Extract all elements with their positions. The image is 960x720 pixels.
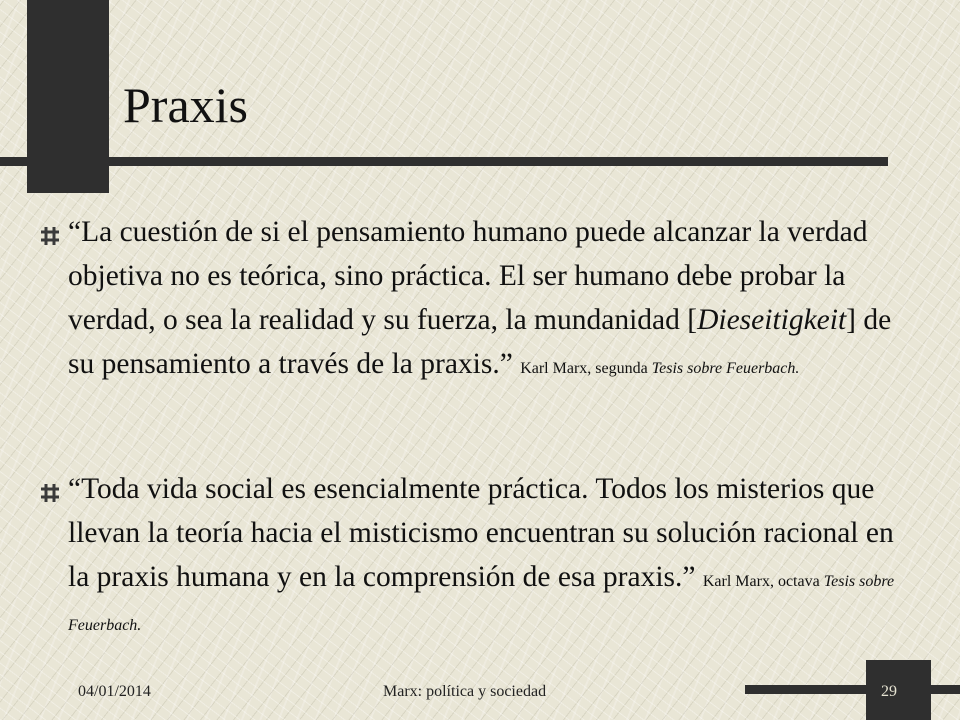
citation-author: Karl Marx, segunda — [520, 360, 648, 377]
footer-date: 04/01/2014 — [78, 683, 151, 700]
quote-text: “Toda vida social es esencialmente práctica. Todos los misterios que llevan la teoría hacia el misticismo encuentran su solución racional en la praxis humana y en la comprensión de esa praxis.” — [68, 473, 894, 593]
slide-title: Praxis — [123, 77, 248, 133]
quote-text: “La cuestión de si el pensamiento humano puede alcanzar la verdad objetiva no es teórica, sino práctica. El ser humano debe probar la verdad, o sea la realidad y su fuerza, la mundanidad [ — [68, 216, 868, 336]
quote-text-end: ] de su pensamiento a través de la praxis.” — [68, 304, 892, 380]
quote-italic-term: Dieseitigkeit — [697, 304, 847, 336]
citation-work: Tesis sobre Feuerbach. — [651, 360, 800, 377]
bullet-text — [68, 467, 920, 643]
footer-divider-line — [745, 685, 960, 694]
bullet-item — [40, 467, 920, 643]
citation — [520, 360, 799, 377]
title-divider-line — [0, 157, 888, 166]
footer-title: Marx: política y sociedad — [383, 683, 547, 700]
hash-bullet-icon — [40, 483, 68, 503]
citation-author: Karl Marx, octava — [702, 573, 820, 590]
bullet-item — [40, 210, 920, 386]
hash-bullet-icon — [40, 226, 68, 246]
bullet-text — [68, 210, 920, 386]
page-number: 29 — [881, 683, 897, 700]
citation-work: Tesis sobre Feuerbach. — [68, 573, 895, 634]
